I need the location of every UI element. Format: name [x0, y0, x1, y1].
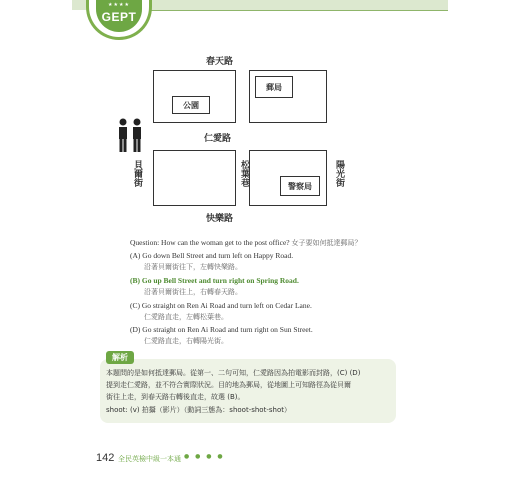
street-ren-ai-road: 仁愛路 [204, 134, 232, 144]
option-b-translation: 沿著貝爾街往上，右轉春天路。 [144, 288, 242, 296]
gept-logo-text: GEPT [101, 10, 137, 24]
street-bell-street: 貝爾街 [132, 160, 142, 187]
option-c-translation: 仁愛路直走，左轉松葉巷。 [144, 313, 228, 321]
option-c: (C) Go straight on Ren Ai Road and turn left on Cedar Lane. [130, 301, 312, 310]
street-sun-street: 陽光街 [334, 160, 344, 187]
street-spring-road: 春天路 [206, 57, 234, 67]
question-stem-zh: 女子要如何抵達郵局？ [291, 239, 362, 247]
page-number: 142 [96, 452, 115, 464]
option-d: (D) Go straight on Ren Ai Road and turn right on Sun Street. [130, 325, 313, 334]
street-cedar-lane: 松葉巷 [239, 160, 249, 187]
book-title: 全民英檢中級一本通 [118, 455, 181, 463]
building-post-office: 郵局 [255, 76, 293, 98]
building-police-station: 警察局 [280, 176, 320, 196]
map-block-bottom-left [153, 150, 236, 206]
explanation-line-2: 提到走仁愛路，並不符合實際狀況。目的地為郵局，從地圖上可知路徑為從貝爾 [106, 381, 351, 389]
footer-dots: ● ● ● ● [184, 453, 225, 460]
option-d-translation: 仁愛路直走，右轉陽光街。 [144, 337, 228, 345]
header-rule [150, 10, 448, 11]
explanation-line-1: 本題問的是如何抵達郵局。從第一、二句可知，仁愛路因為拍電影而封路，(C) (D) [106, 369, 361, 377]
gept-stars: ★★★★ [108, 2, 130, 8]
option-a: (A) Go down Bell Street and turn left on Happy Road. [130, 251, 294, 260]
explanation-line-4: shoot: (v) 拍攝（影片）（動詞三態為：shoot-shot-shot） [106, 406, 291, 414]
option-a-translation: 沿著貝爾街往下，左轉快樂路。 [144, 263, 242, 271]
question-stem [130, 237, 362, 249]
explanation-badge: 解析 [106, 351, 134, 364]
question-stem-en: Question: How can the woman get to the post office? [130, 238, 290, 247]
people-icon [115, 118, 145, 154]
option-b-correct: (B) Go up Bell Street and turn right on Spring Road. [130, 276, 299, 285]
explanation-line-3: 街往上走，到春天路右轉後直走，故選 (B)。 [106, 393, 245, 401]
building-park: 公園 [172, 96, 210, 114]
street-happy-road: 快樂路 [206, 214, 234, 224]
